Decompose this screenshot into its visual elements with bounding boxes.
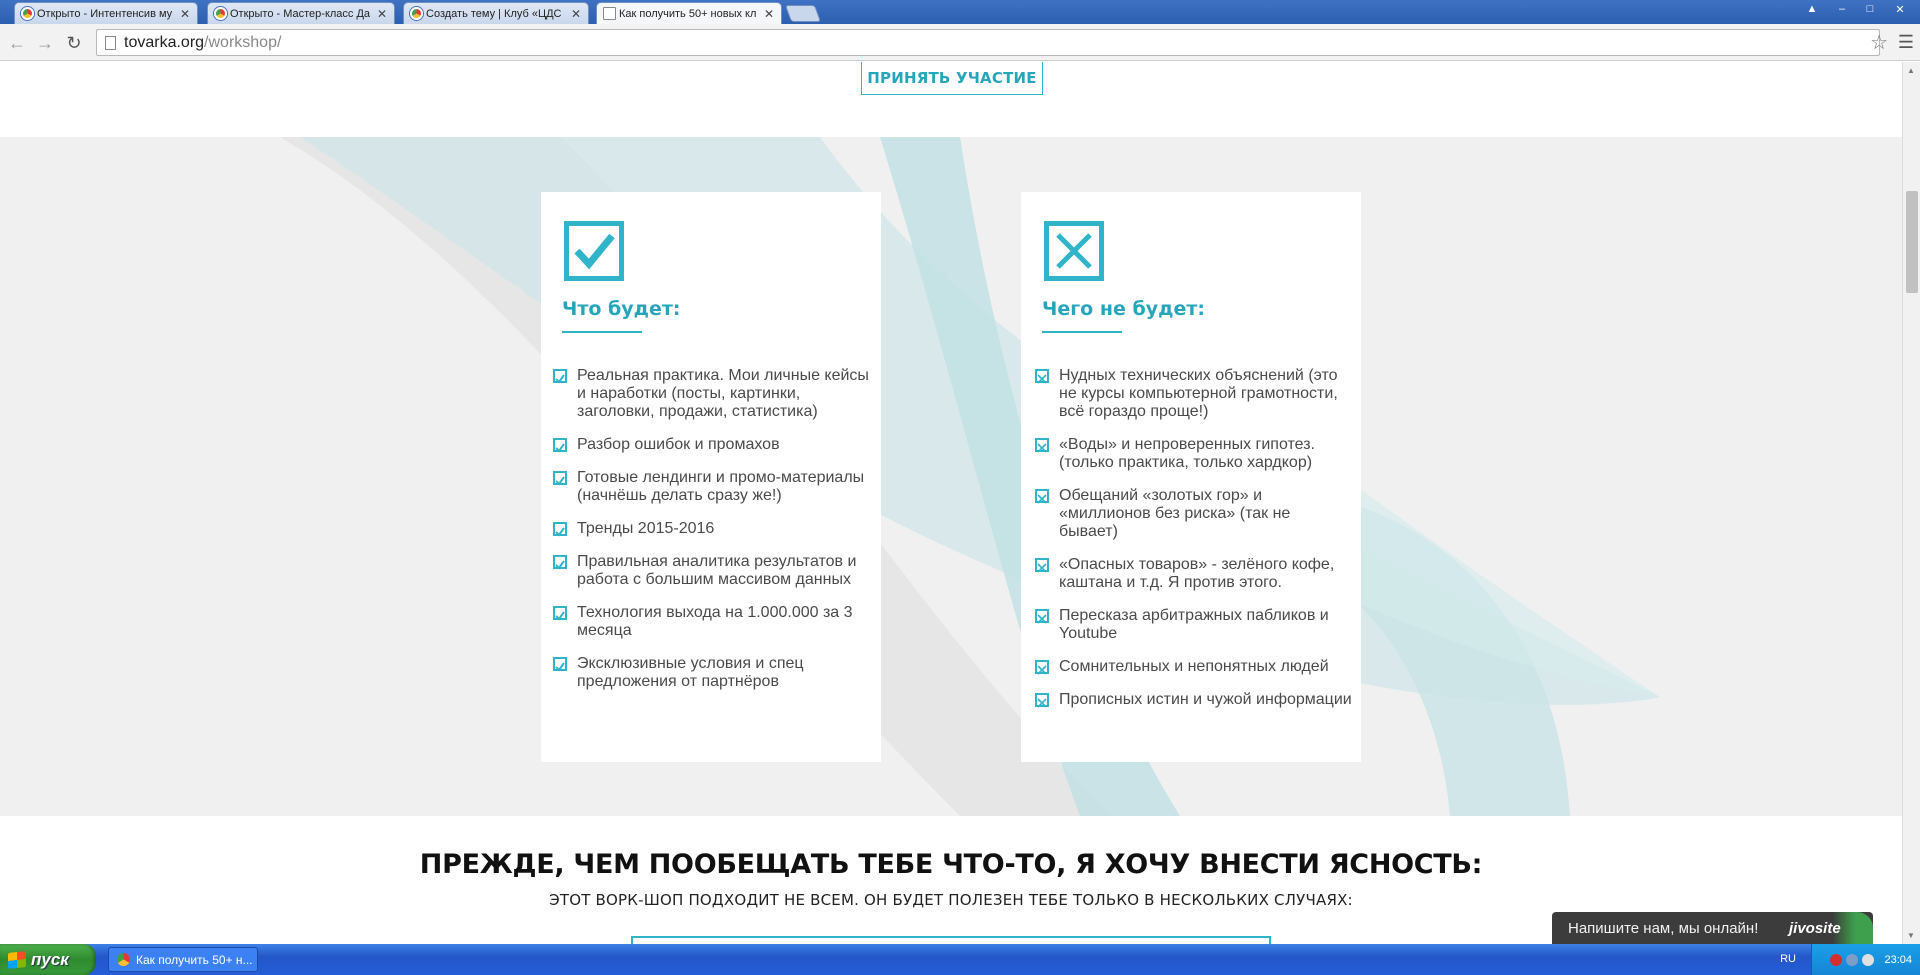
forward-arrow-icon[interactable]: →	[36, 32, 54, 53]
checkbox-checked-icon	[564, 221, 624, 281]
background-swoosh-decoration	[0, 137, 1902, 816]
chrome-favicon-icon	[214, 7, 227, 20]
list-item	[1035, 691, 1353, 709]
title-underline	[562, 331, 642, 333]
list-item-text: Тренды 2015-2016	[577, 520, 715, 537]
menu-icon[interactable]: ☰	[1897, 32, 1914, 52]
check-bullet-icon	[553, 657, 567, 671]
list-item	[553, 604, 871, 640]
list-item	[1035, 658, 1353, 676]
online-chat-widget[interactable]	[1552, 912, 1873, 945]
taskbar	[0, 944, 1920, 975]
language-indicator[interactable]: RU	[1780, 953, 1796, 965]
chrome-favicon-icon	[410, 7, 423, 20]
taskbar-item-chrome[interactable]	[108, 947, 258, 972]
wont-card	[1021, 192, 1361, 762]
tab-3[interactable]	[403, 2, 589, 24]
cross-bullet-icon	[1035, 369, 1049, 383]
list-item	[1035, 556, 1353, 592]
page-favicon-icon	[603, 7, 616, 20]
cross-bullet-icon	[1035, 438, 1049, 452]
list-item	[553, 367, 871, 421]
participate-button[interactable]: ПРИНЯТЬ УЧАСТИЕ	[861, 62, 1043, 95]
list-item	[1035, 487, 1353, 541]
checkbox-crossed-icon	[1044, 221, 1104, 281]
list-item-text: Обещаний «золотых гор» и «миллионов без риска» (так не бывает)	[1059, 487, 1291, 540]
cross-bullet-icon	[1035, 558, 1049, 572]
close-icon[interactable]: ✕	[376, 6, 388, 21]
list-item-text: Реальная практика. Мои личные кейсы и наработки (посты, картинки, заголовки, продажи, статистика)	[577, 367, 869, 420]
scroll-thumb[interactable]	[1906, 191, 1918, 293]
list-item	[553, 469, 871, 505]
user-icon[interactable]: ▲	[1806, 3, 1818, 15]
tab-2[interactable]	[207, 2, 395, 24]
check-bullet-icon	[553, 369, 567, 383]
list-item-text: Сомнительных и непонятных людей	[1059, 658, 1329, 675]
list-item-text: Нудных технических объяснений (это не курсы компьютерной грамотности, всё гораздо проще!)	[1059, 367, 1338, 420]
check-bullet-icon	[553, 438, 567, 452]
close-icon[interactable]: ✕	[570, 6, 582, 21]
list-item	[553, 553, 871, 589]
wont-card-title: Чего не будет:	[1042, 298, 1205, 320]
page-scrollbar[interactable]	[1902, 62, 1920, 944]
cases-box-outline	[631, 936, 1271, 944]
features-section	[0, 137, 1902, 816]
wont-list	[1035, 367, 1353, 724]
will-card-title: Что будет:	[562, 298, 681, 320]
chat-brand-text: jivosite	[1789, 920, 1841, 937]
back-arrow-icon[interactable]: ←	[8, 32, 26, 53]
start-button[interactable]	[0, 944, 96, 975]
antivirus-tray-icon[interactable]	[1830, 954, 1842, 966]
volume-tray-icon[interactable]	[1862, 954, 1874, 966]
tab-label: Как получить 50+ новых кл	[619, 8, 757, 20]
close-icon[interactable]: ✕	[763, 7, 775, 21]
list-item-text: Эксклюзивные условия и спец предложения от партнёров	[577, 655, 804, 690]
close-icon[interactable]: ✕	[179, 6, 191, 21]
tab-strip	[0, 0, 1920, 24]
url-path: /workshop/	[204, 33, 282, 51]
cross-bullet-icon	[1035, 489, 1049, 503]
list-item-text: «Воды» и непроверенных гипотез. (только практика, только хардкор)	[1059, 436, 1315, 471]
list-item-text: Пересказа арбитражных пабликов и Youtube	[1059, 607, 1329, 642]
list-item-text: Технология выхода на 1.000.000 за 3 месяца	[577, 604, 853, 639]
list-item	[1035, 367, 1353, 421]
tab-1[interactable]	[14, 2, 198, 24]
list-item-text: «Опасных товаров» - зелёного кофе, каштана и т.д. Я против этого.	[1059, 556, 1335, 591]
browser-toolbar	[0, 24, 1920, 61]
list-item-text: Прописных истин и чужой информации	[1059, 691, 1352, 708]
tab-4-active[interactable]	[596, 2, 782, 25]
page-viewport	[0, 62, 1902, 944]
address-bar[interactable]	[96, 29, 1880, 56]
scroll-down-icon[interactable]: ▼	[1907, 931, 1915, 940]
check-bullet-icon	[553, 522, 567, 536]
chrome-favicon-icon	[21, 7, 34, 20]
section-heading: ПРЕЖДЕ, ЧЕМ ПООБЕЩАТЬ ТЕБЕ ЧТО-ТО, Я ХОЧУ ВНЕСТИ ЯСНОСТЬ:	[419, 849, 1483, 880]
minimize-icon[interactable]: –	[1838, 3, 1846, 15]
windows-logo-icon	[8, 951, 26, 969]
title-underline	[1042, 331, 1122, 333]
check-bullet-icon	[553, 555, 567, 569]
chrome-icon	[117, 953, 130, 966]
list-item-text: Разбор ошибок и промахов	[577, 436, 780, 453]
taskbar-item-label: Как получить 50+ н...	[136, 952, 253, 967]
restore-icon[interactable]: □	[1866, 3, 1874, 15]
list-item-text: Готовые лендинги и промо-материалы (начнёшь делать сразу же!)	[577, 469, 865, 504]
list-item-text: Правильная аналитика результатов и работа с большим массивом данных	[577, 553, 857, 588]
chat-label: Напишите нам, мы онлайн!	[1568, 920, 1759, 937]
section-subheading: ЭТОТ ВОРК-ШОП ПОДХОДИТ НЕ ВСЕМ. ОН БУДЕТ ПОЛЕЗЕН ТЕБЕ ТОЛЬКО В НЕСКОЛЬКИХ СЛУЧАЯХ:	[549, 891, 1353, 909]
cross-bullet-icon	[1035, 693, 1049, 707]
url-host: tovarka.org	[124, 33, 205, 51]
jivosite-logo	[1783, 912, 1873, 945]
list-item	[553, 520, 871, 538]
bookmark-star-icon[interactable]: ☆	[1870, 32, 1888, 54]
tab-label: Открыто - Интентенсив му	[37, 7, 173, 20]
list-item	[553, 436, 871, 454]
cross-bullet-icon	[1035, 660, 1049, 674]
tab-label: Открыто - Мастер-класс Да	[230, 7, 371, 20]
list-item	[1035, 436, 1353, 472]
clock: 23:04	[1884, 953, 1912, 966]
will-card	[541, 192, 881, 762]
list-item	[553, 655, 871, 691]
will-list	[553, 367, 871, 706]
page-info-icon[interactable]	[105, 36, 116, 50]
reload-icon[interactable]: ↻	[66, 32, 82, 53]
tab-label: Создать тему | Клуб «ЦДС	[426, 7, 562, 20]
scroll-up-icon[interactable]: ▲	[1907, 66, 1915, 75]
check-bullet-icon	[553, 471, 567, 485]
new-tab-button[interactable]	[785, 5, 821, 22]
check-bullet-icon	[553, 606, 567, 620]
cross-bullet-icon	[1035, 609, 1049, 623]
window-close-icon[interactable]: ✕	[1895, 3, 1905, 16]
system-tray	[1811, 944, 1920, 975]
list-item	[1035, 607, 1353, 643]
network-tray-icon[interactable]	[1846, 954, 1858, 966]
start-label: пуск	[31, 949, 69, 969]
